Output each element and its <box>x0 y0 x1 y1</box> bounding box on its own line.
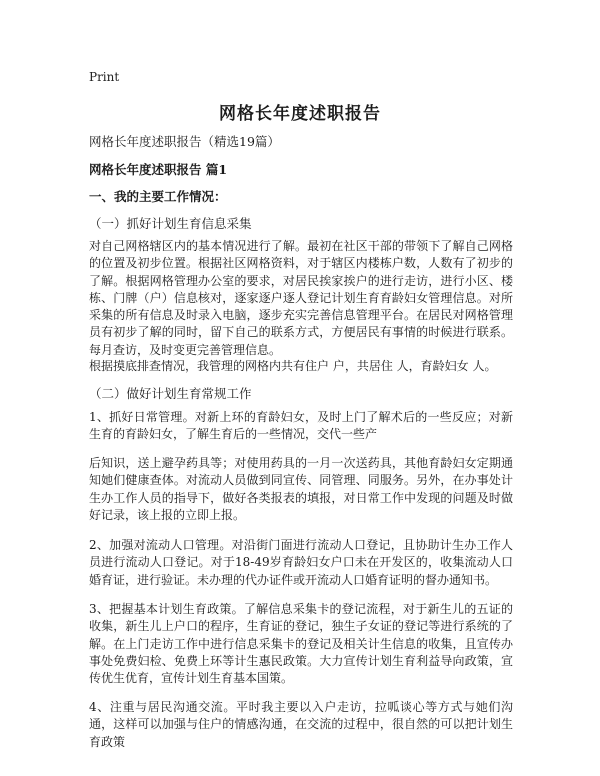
document-subtitle: 网格长年度述职报告（精选19篇） <box>89 134 280 149</box>
paragraph-1: 对自己网格辖区内的基本情况进行了解。最初在社区干部的带领下了解自己网格的位置及初步位置。根据社区网格资料，对于辖区内楼栋户数，人数有了初步的了解。根据网格管理办公室的要求，对居民挨家挨户的进行走访，进行小区、楼栋、门牌（户）信息核对，逐家逐户逐人登记计划生育育龄妇女管理信息。对所采集的所有信息及时录入电脑，逐步充实完善信息管理平台。在居民对网格管理员有初步了解的同时，留下自己的联系方式，方便居民有事情的时候进行联系。每月查访，及时变更完善管理信息。 <box>89 239 513 357</box>
item2-heading: （二）做好计划生育常规工作 <box>89 386 252 401</box>
print-label[interactable]: Print <box>89 70 120 84</box>
paragraph-4: 后知识，送上避孕药具等；对使用药具的一月一次送药具，其他育龄妇女定期通知她们健康查体。对流动人员做到同宣传、同管理、同服务。另外，在办事处计生办工作人员的指导下，做好各类报表的填报，对日常工作中发现的问题及时做好记录，该上报的立即上报。 <box>89 456 513 522</box>
paragraph-7: 4、注重与居民沟通交流。平时我主要以入户走访，拉呱谈心等方式与她们沟通，这样可以加强与住户的情感沟通，在交流的过程中，很自然的可以把计划生育政策 <box>89 700 513 749</box>
paragraph-2: 根据摸底排查情况，我管理的网格内共有住户 户，共居住 人，育龄妇女 人。 <box>89 359 497 373</box>
part-heading: 一、我的主要工作情况： <box>89 189 227 204</box>
paragraph-5: 2、加强对流动人口管理。对沿街门面进行流动人口登记，且协助计生办工作人员进行流动人口登记。对于18-49岁育龄妇女户口未在开发区的，收集流动人口婚育证，进行验证。未办理的代办证件或开流动人口婚育证明的督办通知书。 <box>89 538 513 587</box>
section-heading: 网格长年度述职报告 篇1 <box>89 162 228 177</box>
page-title: 网格长年度述职报告 <box>219 104 381 124</box>
item1-heading: （一）抓好计划生育信息采集 <box>89 216 252 231</box>
paragraph-6: 3、把握基本计划生育政策。了解信息采集卡的登记流程，对于新生儿的五证的收集，新生儿上户口的程序，生育证的登记，独生子女证的登记等进行系统的了解。在上门走访工作中进行信息采集卡的登记及相关计生信息的收集，且宣传办事处免费妇检、免费上环等计生惠民政策。大力宣传计划生育利益导向政策，宣传优生优育，宣传计划生育基本国策。 <box>89 602 513 686</box>
paragraph-3: 1、抓好日常管理。对新上环的育龄妇女，及时上门了解术后的一些反应；对新生育的育龄妇女，了解生育后的一些情况，交代一些产 <box>89 410 513 442</box>
